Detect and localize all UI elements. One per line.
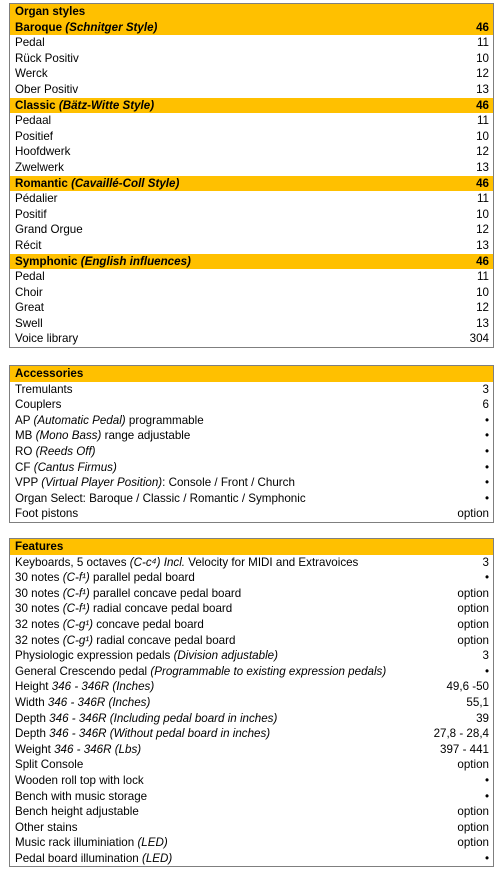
style-header-row [10,176,493,192]
table-row [10,113,493,129]
row-value: • [484,413,489,427]
row-value: option [457,586,489,600]
row-value: 12 [476,145,489,159]
row-label-italic: (Division adjustable) [173,649,278,663]
row-label-text: Music rack illuminiation [15,836,135,850]
accessories-table [9,365,494,523]
row-label [15,129,470,145]
row-label [15,331,464,347]
row-value: 10 [476,207,489,221]
table-row [10,491,493,507]
table-row [10,679,493,695]
row-label [15,555,477,571]
row-label [15,648,477,664]
row-label-text: Wooden roll top with lock [15,773,144,787]
row-label [15,160,470,176]
row-value: option [457,602,489,616]
row-label-italic: 346 - 346R (Inches) [47,695,151,709]
row-label [15,20,470,36]
row-value: • [484,444,489,458]
row-label-text: Pedal [15,270,45,284]
table-row [10,711,493,727]
row-label-extra: concave pedal board [96,617,204,631]
row-label [15,586,451,602]
row-label-italic: (C-c⁴) [129,555,161,569]
row-label-italic: (Bätz-Witte Style) [58,98,155,112]
row-label [15,191,471,207]
row-value: option [457,617,489,631]
table-row [10,648,493,664]
row-value: 27,8 - 28,4 [433,727,489,741]
table-row [10,570,493,586]
row-label-text: AP [15,413,31,427]
row-label [15,460,479,476]
row-label-text: Weight [15,742,51,756]
row-value: option [457,507,489,521]
row-value: 6 [482,398,489,412]
row-value: 11 [476,36,489,50]
row-label-italic: (LED) [137,836,168,850]
row-label-text: Depth [15,727,46,741]
row-label-text: 30 notes [15,602,60,616]
row-label [15,316,470,332]
row-label [15,679,440,695]
table-row [10,633,493,649]
row-value: 12 [476,67,489,81]
row-label-italic: 346 - 346R (Lbs) [54,742,142,756]
row-label-text: Choir [15,285,43,299]
row-label-text: Romantic [15,176,68,190]
table-row [10,851,493,867]
table-row [10,316,493,332]
section-title: Accessories [15,367,84,380]
table-row [10,695,493,711]
row-label-text: VPP [15,476,38,490]
table-row [10,413,493,429]
table-row [10,664,493,680]
row-label [15,82,470,98]
table-row [10,475,493,491]
row-label-italic: (Mono Bass) [35,429,102,443]
row-label-text: Pedal [15,36,45,50]
row-label [15,695,460,711]
row-value: • [484,851,489,865]
row-label-italic: (C-f¹) [62,571,90,585]
table-row [10,285,493,301]
row-label-text: Split Console [15,758,84,772]
table-row [10,820,493,836]
row-label-text: Organ Select: Baroque / Classic / Romantic / Symphonic [15,491,306,505]
row-value: • [484,789,489,803]
row-label-text: Other stains [15,820,78,834]
row-label [15,66,470,82]
row-label-italic: (Reeds Off) [35,444,96,458]
feature-rows [10,555,493,867]
row-label [15,491,479,507]
table-row [10,382,493,398]
table-row [10,35,493,51]
row-label-italic: (Automatic Pedal) [33,413,126,427]
row-value: 3 [482,649,489,663]
row-label-italic: 346 - 346R (Including pedal board in inches) [49,711,278,725]
row-label-text: Symphonic [15,254,78,268]
table-row [10,835,493,851]
table-row [10,428,493,444]
row-label [15,35,471,51]
row-value: 11 [476,114,489,128]
table-row [10,742,493,758]
row-value: 39 [476,711,489,725]
row-label [15,444,479,460]
table-row [10,586,493,602]
row-value: option [457,758,489,772]
row-value: 3 [482,382,489,396]
row-label [15,176,470,192]
table-row [10,460,493,476]
row-label [15,222,470,238]
row-label-text: Classic [15,98,56,112]
row-label [15,207,470,223]
row-label [15,269,471,285]
row-label [15,382,477,398]
row-label [15,413,479,429]
row-label [15,238,470,254]
row-label-italic: (Virtual Player Position) [41,476,163,490]
row-label-text: Foot pistons [15,507,79,521]
row-label [15,254,470,270]
row-value: 49,6 -50 [446,680,489,694]
row-label-extra: parallel pedal board [93,571,195,585]
row-label-italic: Incl. [163,555,186,569]
row-label-text: Swell [15,316,43,330]
table-row [10,238,493,254]
table-row [10,269,493,285]
row-value: 304 [469,332,489,346]
row-value: 10 [476,129,489,143]
table-row [10,773,493,789]
row-label-text: Rück Positiv [15,51,79,65]
row-label [15,742,434,758]
table-row [10,300,493,316]
row-label-extra: radial concave pedal board [96,633,236,647]
row-label-text: Couplers [15,398,62,412]
row-label-text: CF [15,460,31,474]
row-label-text: Depth [15,711,46,725]
style-header-row [10,98,493,114]
row-label-text: 32 notes [15,633,60,647]
accessories-header [10,366,493,382]
table-row [10,51,493,67]
row-label-italic: (Schnitger Style) [65,20,158,34]
table-row [10,207,493,223]
row-value: • [484,476,489,490]
features-table [9,538,494,867]
row-label-italic: (C-g¹) [62,617,93,631]
row-label-text: MB [15,429,33,443]
organ-styles-table [9,3,494,348]
accessory-rows [10,382,493,522]
table-row [10,726,493,742]
row-value: 46 [476,98,489,112]
row-value: option [457,820,489,834]
row-label [15,300,470,316]
row-value: option [457,633,489,647]
row-label [15,144,470,160]
row-label [15,726,428,742]
row-label-text: 30 notes [15,571,60,585]
table-row [10,397,493,413]
row-value: 10 [476,51,489,65]
table-row [10,444,493,460]
row-label-text: Werck [15,67,48,81]
row-label [15,285,470,301]
row-value: 397 - 441 [440,742,489,756]
row-value: • [484,773,489,787]
row-value: 3 [482,555,489,569]
row-label-text: Width [15,695,45,709]
row-value: 11 [476,192,489,206]
row-label-extra: parallel concave pedal board [93,586,242,600]
row-label-text: Tremulants [15,382,73,396]
row-value: 13 [476,160,489,174]
row-label-italic: (Cavaillé-Coll Style) [71,176,180,190]
row-label [15,773,479,789]
row-label-extra: Velocity for MIDI and Extravoices [188,555,359,569]
table-row [10,617,493,633]
row-value: 46 [476,254,489,268]
row-label-text: Ober Positiv [15,82,79,96]
row-label-text: Pedal board illumination [15,851,139,865]
row-value: option [457,836,489,850]
row-label-text: 32 notes [15,617,60,631]
row-label [15,428,479,444]
row-value: 46 [476,176,489,190]
table-row [10,555,493,571]
organ-rows [10,20,493,347]
row-label-text: RO [15,444,33,458]
table-row [10,129,493,145]
row-label-text: Positief [15,129,54,143]
row-label-italic: 346 - 346R (Inches) [51,680,155,694]
row-label-text: Grand Orgue [15,223,83,237]
row-value: 12 [476,223,489,237]
row-label [15,570,479,586]
section-title: Features [15,540,64,553]
row-label-text: Pédalier [15,192,58,206]
row-label-text: Height [15,680,49,694]
row-value: • [484,429,489,443]
row-label-extra: range adjustable [104,429,191,443]
table-row [10,757,493,773]
row-label-text: 30 notes [15,586,60,600]
row-label [15,664,479,680]
row-label-italic: (Cantus Firmus) [33,460,117,474]
row-label-italic: (Programmable to existing expression pedals) [150,664,387,678]
row-label-text: Zwelwerk [15,160,64,174]
row-value: • [484,460,489,474]
row-label-text: Keyboards, 5 octaves [15,555,127,569]
row-label-text: Récit [15,238,42,252]
row-label-italic: (LED) [141,851,173,865]
table-row [10,66,493,82]
row-label-italic: (C-f¹) [62,586,90,600]
style-header-row [10,254,493,270]
row-label-text: Great [15,301,44,315]
row-label-text: Physiologic expression pedals [15,649,171,663]
organ-styles-header [10,4,493,20]
row-label [15,98,470,114]
style-header-row [10,20,493,36]
row-label [15,506,451,522]
row-label [15,51,470,67]
row-label [15,475,479,491]
row-label-extra: radial concave pedal board [93,602,233,616]
row-label [15,617,451,633]
row-value: 55,1 [466,695,489,709]
row-label-text: Bench height adjustable [15,805,139,819]
row-label-text: Pedaal [15,114,52,128]
row-value: • [484,571,489,585]
row-label-extra: programmable [128,413,204,427]
section-title: Organ styles [15,5,86,18]
row-value: option [457,805,489,819]
row-label [15,820,451,836]
row-label-italic: (C-g¹) [62,633,93,647]
table-row [10,789,493,805]
row-label-extra: : Console / Front / Church [162,476,295,490]
row-label-text: Positif [15,207,47,221]
row-label-text: Bench with music storage [15,789,148,803]
row-label [15,851,479,867]
row-label [15,804,451,820]
row-label [15,757,451,773]
row-value: 11 [476,270,489,284]
row-value: 13 [476,316,489,330]
table-row [10,222,493,238]
row-label-text: Hoofdwerk [15,145,71,159]
row-label [15,711,470,727]
row-label [15,789,479,805]
table-row [10,804,493,820]
table-row [10,160,493,176]
row-value: 10 [476,285,489,299]
table-row [10,601,493,617]
table-row [10,82,493,98]
table-row [10,144,493,160]
row-value: 13 [476,82,489,96]
features-header [10,539,493,555]
row-value: • [484,664,489,678]
table-row [10,191,493,207]
row-value: • [484,491,489,505]
row-label [15,601,451,617]
row-label-text: Voice library [15,332,79,346]
row-label [15,633,451,649]
table-row [10,331,493,347]
row-label-italic: (C-f¹) [62,602,90,616]
row-label [15,835,451,851]
row-value: 12 [476,301,489,315]
table-row [10,506,493,522]
row-value: 13 [476,238,489,252]
row-label-italic: 346 - 346R (Without pedal board in inches) [49,727,271,741]
row-label-italic: (English influences) [80,254,191,268]
row-value: 46 [476,20,489,34]
row-label [15,397,477,413]
row-label-text: General Crescendo pedal [15,664,148,678]
row-label [15,113,471,129]
row-label-text: Baroque [15,20,63,34]
